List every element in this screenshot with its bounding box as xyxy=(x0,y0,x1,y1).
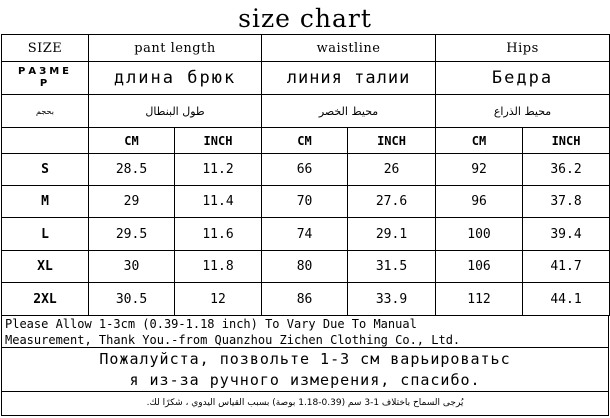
pant-length-cm: 30.5 xyxy=(89,283,175,316)
waistline-cm: 66 xyxy=(262,154,348,186)
waistline-inch: 33.9 xyxy=(348,283,436,316)
unit-hips-inch: INCH xyxy=(523,128,610,154)
table-row xyxy=(2,251,610,283)
header-hips-en: Hips xyxy=(436,35,610,62)
chart-title: size chart xyxy=(238,4,372,33)
unit-pant-cm: CM xyxy=(89,128,175,154)
header-waistline-en: waistline xyxy=(262,35,436,62)
hips-cm: 96 xyxy=(436,186,523,218)
pant-length-inch: 11.6 xyxy=(175,218,262,251)
waistline-inch: 27.6 xyxy=(348,186,436,218)
waistline-cm: 74 xyxy=(262,218,348,251)
size-label: 2XL xyxy=(2,283,89,316)
hips-cm: 92 xyxy=(436,154,523,186)
size-label: M xyxy=(2,186,89,218)
unit-waist-cm: CM xyxy=(262,128,348,154)
units-blank-cell xyxy=(2,128,89,154)
pant-length-inch: 11.8 xyxy=(175,251,262,283)
header-hips-ru: Бедра xyxy=(436,62,610,95)
pant-length-inch: 11.2 xyxy=(175,154,262,186)
header-waistline-ar: محيط الخصر xyxy=(262,95,436,128)
header-size-ar: بحجم xyxy=(2,95,89,128)
note-russian-line2: я из-за ручного измерения, спасибо. xyxy=(129,371,481,389)
pant-length-cm: 29.5 xyxy=(89,218,175,251)
waistline-cm: 86 xyxy=(262,283,348,316)
waistline-inch: 31.5 xyxy=(348,251,436,283)
size-label: L xyxy=(2,218,89,251)
pant-length-inch: 12 xyxy=(175,283,262,316)
hips-cm: 106 xyxy=(436,251,523,283)
waistline-cm: 80 xyxy=(262,251,348,283)
header-hips-ar: محيط الذراع xyxy=(436,95,610,128)
note-russian xyxy=(1,348,609,392)
hips-cm: 100 xyxy=(436,218,523,251)
note-english xyxy=(1,315,609,348)
header-size-en: SIZE xyxy=(2,35,89,62)
hips-inch: 44.1 xyxy=(523,283,610,316)
pant-length-inch: 11.4 xyxy=(175,186,262,218)
header-size-ru: РАЗМЕР xyxy=(18,66,72,89)
unit-hips-cm: CM xyxy=(436,128,523,154)
hips-inch: 37.8 xyxy=(523,186,610,218)
pant-length-cm: 28.5 xyxy=(89,154,175,186)
header-waistline-ru: линия талии xyxy=(262,62,436,95)
header-row-ru xyxy=(2,62,610,95)
hips-inch: 41.7 xyxy=(523,251,610,283)
note-english-line2: Measurement, Thank You.-from Quanzhou Zichen Clothing Co., Ltd. xyxy=(5,333,461,347)
waistline-inch: 29.1 xyxy=(348,218,436,251)
header-pant-length-ar: طول البنطال xyxy=(89,95,262,128)
unit-waist-inch: INCH xyxy=(348,128,436,154)
hips-inch: 36.2 xyxy=(523,154,610,186)
header-pant-length-ru: длина брюк xyxy=(89,62,262,95)
waistline-cm: 70 xyxy=(262,186,348,218)
note-arabic: يُرجى السماح باختلاف 1-3 سم (0.39-1.18 بوصة) بسبب القياس اليدوي ، شكرًا لك. xyxy=(1,392,609,416)
size-label: S xyxy=(2,154,89,186)
header-size-ru-cell xyxy=(2,62,89,95)
hips-inch: 39.4 xyxy=(523,218,610,251)
table-row xyxy=(2,154,610,186)
hips-cm: 112 xyxy=(436,283,523,316)
header-row-ar xyxy=(2,95,610,128)
units-row xyxy=(2,128,610,154)
note-english-line1: Please Allow 1-3cm (0.39-1.18 inch) To Vary Due To Manual xyxy=(5,317,417,331)
table-row xyxy=(2,218,610,251)
waistline-inch: 26 xyxy=(348,154,436,186)
header-pant-length-en: pant length xyxy=(89,35,262,62)
pant-length-cm: 30 xyxy=(89,251,175,283)
table-row xyxy=(2,283,610,316)
size-chart-table xyxy=(1,34,610,316)
size-label: XL xyxy=(2,251,89,283)
table-row xyxy=(2,186,610,218)
note-russian-line1: Пожалуйста, позвольте 1-3 см варьироватьс xyxy=(99,350,511,368)
header-row-en xyxy=(2,35,610,62)
unit-pant-inch: INCH xyxy=(175,128,262,154)
pant-length-cm: 29 xyxy=(89,186,175,218)
